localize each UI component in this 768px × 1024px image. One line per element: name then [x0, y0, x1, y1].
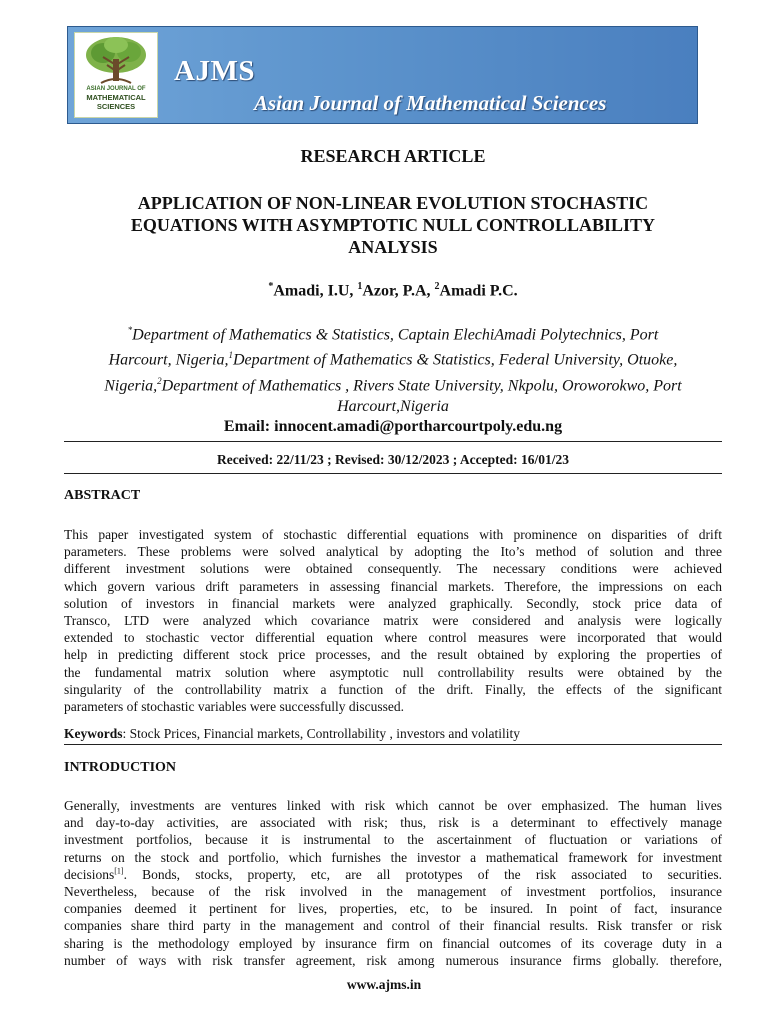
author-2: Azor, P.A,: [362, 282, 435, 300]
affiliation-mark-star: *: [127, 325, 133, 335]
abstract-line: This paper investigated system of stochastic differential equations with prominence on disparities of drift: [64, 527, 722, 542]
author-1-mark: *: [268, 281, 274, 292]
introduction-body: [64, 797, 722, 969]
intro-line: companies share third party in the management and control of their financial results. Risk transfer or risk: [64, 918, 722, 934]
affiliation-line-4: Harcourt,Nigeria: [337, 397, 449, 415]
abstract-line: singularity of the controllability matrix a function of the drift. Finally, the effects of the significant: [64, 681, 722, 697]
article-dates: Received: 22/11/23 ; Revised: 30/12/2023 ; Accepted: 16/01/23: [216, 452, 570, 467]
logo-line-1: ASIAN JOURNAL OF: [86, 86, 146, 92]
keywords-text: : Stock Prices, Financial markets, Controllability , investors and volatility: [122, 726, 520, 741]
intro-text: . Bonds, stocks, property, etc, are all prototypes of the risk associated to securities.: [123, 866, 722, 882]
author-3-mark: 2: [434, 281, 440, 292]
intro-line: Nevertheless, because of the risk involved in the management of investment portfolios, insurance: [64, 884, 722, 900]
keywords-label: Keywords: [64, 726, 123, 741]
intro-line: companies deemed it pertinent for lives, properties, etc, to be insured. In point of fact, insurance: [64, 901, 722, 917]
abstract-line: Transco, LTD were analyzed which covariance matrix were considered and analysis were logically: [64, 613, 722, 629]
abstract-line: which govern various drift parameters in assessing financial markets. Therefore, the impressions on each: [64, 578, 722, 594]
journal-logo: [74, 32, 158, 118]
abstract-line: help in predicting different stock price processes, and the result obtained by exploring the properties of: [64, 647, 722, 663]
divider-keywords: [64, 744, 722, 745]
affiliation-line-2: [64, 345, 722, 370]
intro-line: number of ways with risk transfer agreement, risk among numerous insurance firms globally. therefore,: [64, 952, 722, 968]
intro-line: returns on the stock and portfolio, which furnishes the investor a mathematical framework for investment: [64, 849, 722, 865]
journal-banner: [67, 26, 698, 124]
article-title: [64, 192, 722, 258]
journal-name: Asian Journal of Mathematical Sciences: [254, 91, 607, 115]
citation-ref[interactable]: [1]: [114, 866, 124, 876]
footer-url[interactable]: www.ajms.in: [346, 977, 422, 992]
logo-line-2: MATHEMATICAL: [86, 93, 146, 102]
title-line-1: APPLICATION OF NON-LINEAR EVOLUTION STOCHASTIC: [137, 193, 649, 213]
contact-email: Email: innocent.amadi@portharcourtpoly.edu.ng: [223, 418, 563, 435]
affiliation-line-3: [64, 371, 722, 396]
divider-dates: [64, 473, 722, 474]
title-line-3: ANALYSIS: [348, 237, 438, 257]
abstract-line: extended to stochastic vector differential equation where control measures were incorporated that would: [64, 630, 722, 646]
abstract-line: parameters of stochastic variables were successfully discussed.: [64, 699, 405, 715]
affiliation-text-3a: Nigeria,: [104, 376, 158, 394]
author-list: [64, 281, 722, 300]
divider-top: [64, 441, 722, 442]
affiliation-text-3b: Department of Mathematics , Rivers State University, Nkpolu, Oroworokwo, Port: [161, 376, 682, 394]
abstract-heading: ABSTRACT: [64, 488, 141, 503]
affiliation-text-2b: Department of Mathematics & Statistics, Federal University, Otuoke,: [232, 351, 678, 369]
article-type: RESEARCH ARTICLE: [300, 146, 486, 166]
affiliations: [64, 320, 722, 417]
affiliation-text-1: Department of Mathematics & Statistics, Captain ElechiAmadi Polytechnics, Port: [132, 326, 659, 344]
intro-line: [64, 866, 722, 883]
intro-text: decisions: [64, 866, 115, 882]
abstract-line: parameters. These problems were solved analytical by adopting the Ito’s method of solution and three: [64, 544, 722, 560]
keywords: [64, 726, 520, 742]
intro-line: Generally, investments are ventures linked with risk which cannot be over emphasized. The human lives: [64, 798, 722, 813]
tree-icon: [81, 35, 151, 85]
affiliation-text-2a: Harcourt, Nigeria,: [108, 351, 229, 369]
intro-line: and day-to-day activities, are associated with risk; thus, risk is a determinant to effectively manage: [64, 815, 722, 831]
author-1: Amadi, I.U,: [273, 282, 358, 300]
abstract-line: the fundamental matrix solution where asymptotic null controllability results were obtained by the: [64, 664, 722, 680]
abstract-body: [64, 526, 722, 715]
abstract-line: different investment solutions were obtained consequently. The necessary conditions were achieved: [64, 561, 722, 577]
journal-abbrev: AJMS: [174, 55, 255, 87]
abstract-line: solution of investors in financial markets were analyzed graphically. Secondly, stock price data of: [64, 595, 722, 611]
affiliation-line-1: [64, 320, 722, 345]
author-2-mark: 1: [357, 281, 363, 292]
author-3: Amadi P.C.: [439, 282, 518, 300]
intro-line: sharing is the methodology employed by insurance firm on financial outcomes of its coverage duty in a: [64, 935, 722, 951]
title-line-2: EQUATIONS WITH ASYMPTOTIC NULL CONTROLLABILITY: [130, 215, 656, 235]
introduction-heading: INTRODUCTION: [64, 760, 177, 775]
affiliation-mark-2: 2: [157, 375, 162, 386]
intro-line: investment portfolios, because it is instrumental to the ascertainment of fluctuation or variations of: [64, 832, 722, 848]
logo-line-3: SCIENCES: [96, 102, 136, 111]
affiliation-mark-1: 1: [228, 350, 233, 361]
